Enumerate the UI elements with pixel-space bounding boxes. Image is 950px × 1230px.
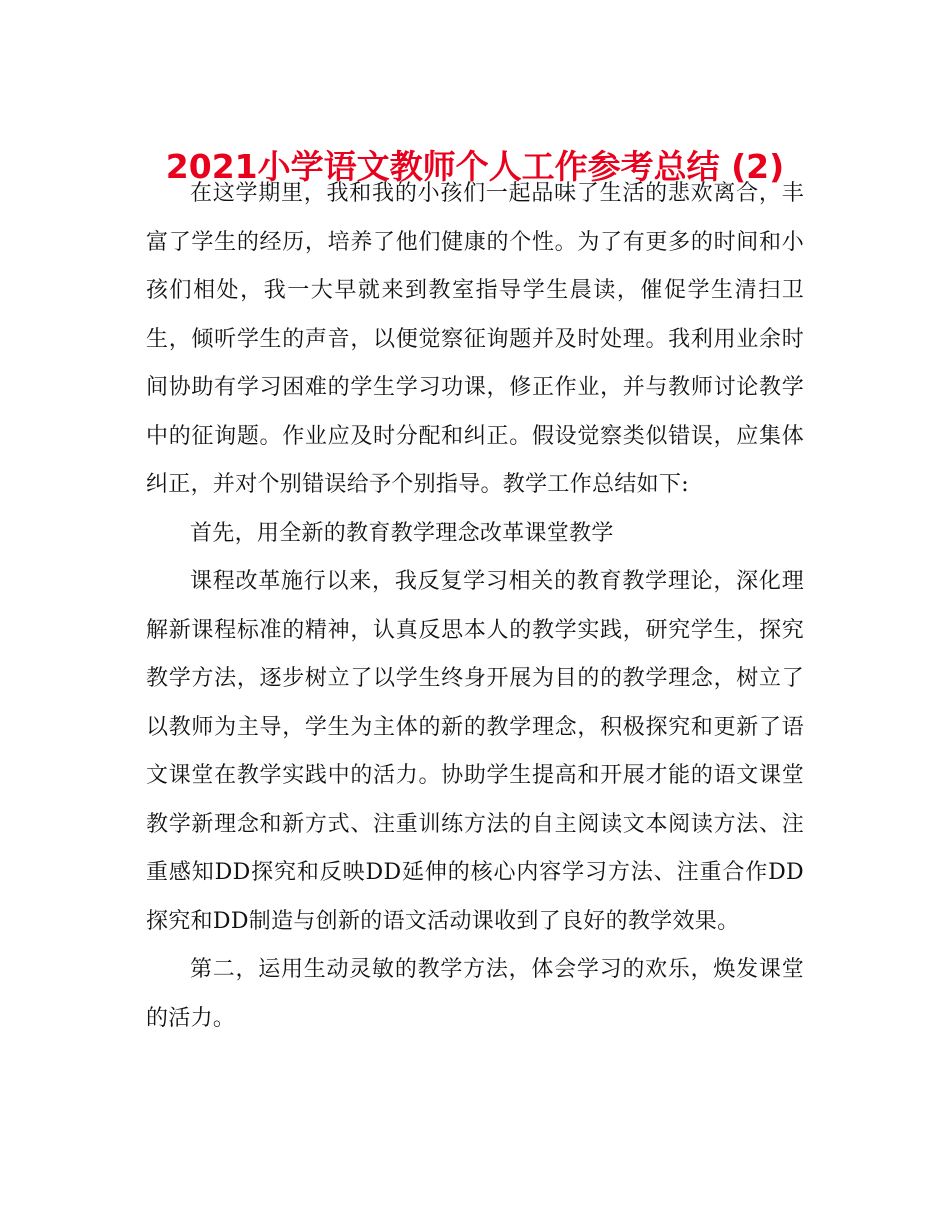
paragraph-first-point: 首先，用全新的教育教学理念改革课堂教学	[190, 520, 614, 546]
paragraph-intro: 在这学期里，我和我的小孩们一起品味了生活的悲欢离合，丰富了学生的经历，培养了他们健康的个性。为了有更多的时间和小孩们相处，我一大早就来到教室指导学生晨读，催促学生清扫卫生，倾听学生的声音，以便觉察征询题并及时处理。我利用业余时间协助有学习困难的学生学习功课，修正作业，并与教师讨论教学中的征询题。作业应及时分配和纠正。假设觉察类似错误，应集体纠正，并对个别错误给予个别指导。教学工作总结如下:	[146, 181, 804, 497]
document-title: 2021小学语文教师个人工作参考总结 (2)	[165, 147, 785, 187]
paragraph-curriculum-reform: 课程改革施行以来，我反复学习相关的教育教学理论，深化理解新课程标准的精神，认真反思本人的教学实践，研究学生，探究教学方法，逐步树立了以学生终身开展为目的的教学理念，树立了以教师为主导，学生为主体的新的教学理念，积极探究和更新了语文课堂在教学实践中的活力。协助学生提高和开展才能的语文课堂教学新理念和新方式、注重训练方法的自主阅读文本阅读方法、注重感知DD探究和反映DD延伸的核心内容学习方法、注重合作DD探究和DD制造与创新的语文活动课收到了良好的教学效果。	[146, 569, 804, 934]
document-body	[146, 170, 804, 1043]
paragraph-second-point: 第二，运用生动灵敏的教学方法，体会学习的欢乐，焕发课堂的活力。	[146, 957, 804, 1031]
